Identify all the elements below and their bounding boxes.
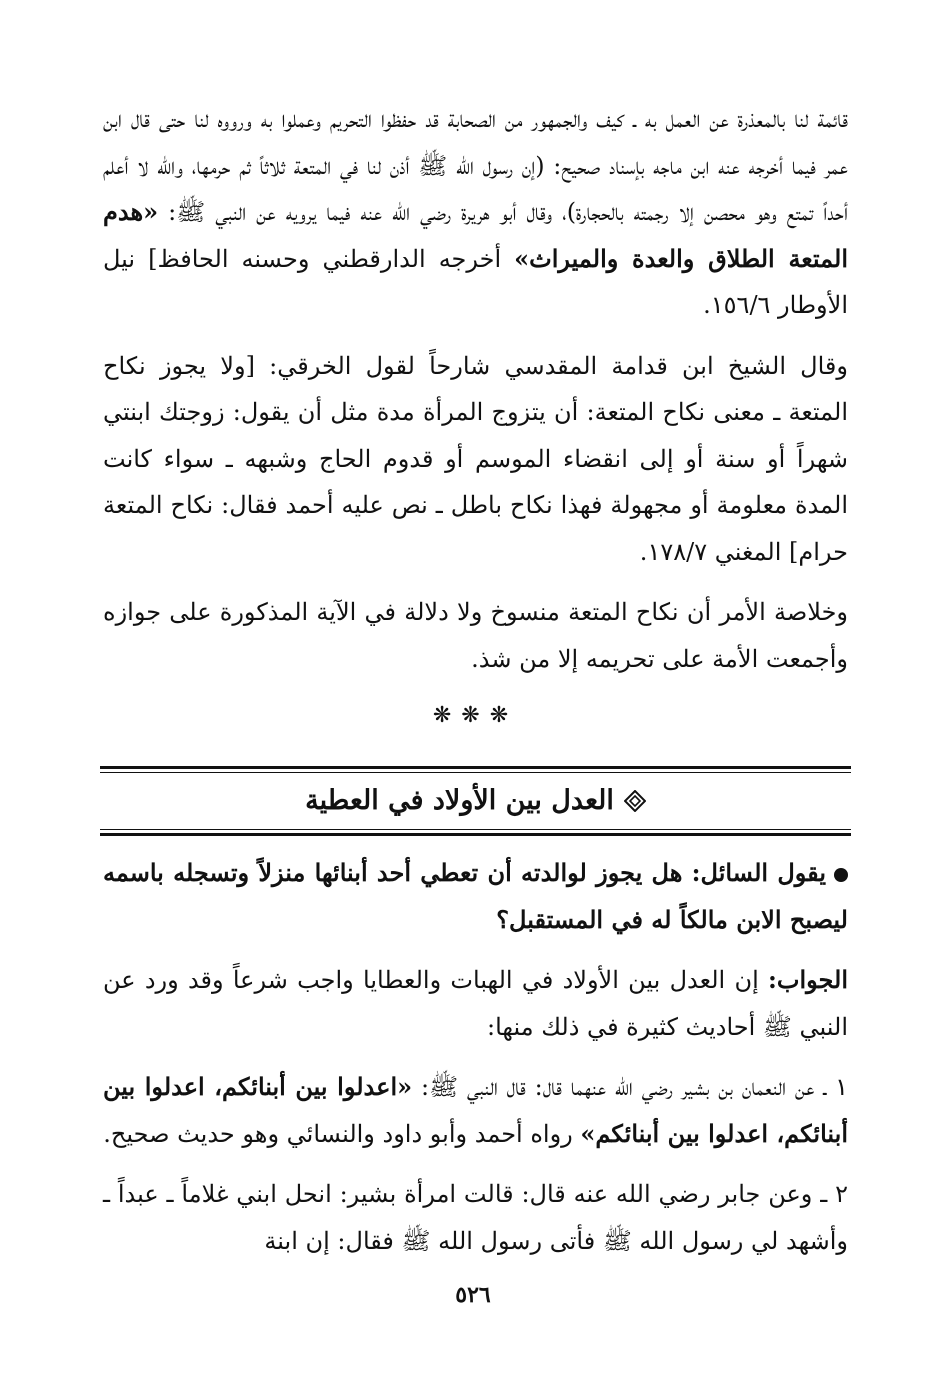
diamond-icon [624,790,646,812]
section-separator: ❋❋❋ [432,703,519,728]
paragraph-ibn-qudamah: وقال الشيخ ابن قدامة المقدسي شارحاً لقول الخرقي: [ولا يجوز نكاح المتعة ـ معنى نكاح المتعة: أن يتزوج المرأة مدة مثل أن يقول: زوجتك ابنتي شهراً أو سنة أو إلى انقضاء الموسم أو قدوم الحاج وشبهه ـ سواء كانت المدة معلومة أو مجهولة فهذا نكاح باطل ـ نص عليه أحمد فقال: نكاح المتعة حرام] المغني ١٧٨/٧. [103,351,848,566]
question-text: يقول السائل: هل يجوز لوالدته أن تعطي أحد أبنائها منزلاً وتسجله باسمه ليصبح الابن مالكاً له في المستقبل؟ [103,858,848,934]
bullet-icon [834,868,848,882]
answer-text: إن العدل بين الأولاد في الهبات والعطايا واجب شرعاً وقد ورد عن النبي ﷺ أحاديث كثيرة في ذلك منها: [103,966,848,1041]
section-title: العدل بين الأولاد في العطية [305,784,614,816]
paragraph-mutah-abrogation [103,96,848,329]
list-item-2: ٢ ـ وعن جابر رضي الله عنه قال: قالت امرأة بشير: انحل ابني غلاماً ـ عبداً ـ وأشهد لي رسول الله ﷺ فأتى رسول الله ﷺ فقال: إن ابنة [103,1180,848,1255]
header-rule-top [100,766,851,769]
item1-citation: رواه أحمد وأبو داود والنسائي وهو حديث صحيح. [103,1119,573,1148]
answer-paragraph [103,957,848,1050]
section-title-wrap [103,775,848,827]
answer-label: الجواب: [768,965,848,994]
page-body [103,96,848,1278]
paragraph-text: قائمة لنا بالمعذرة عن العمل به ـ كيف والجمهور من الصحابة قد حفظوا التحريم وعملوا به ورووه لنا حتى قال ابن عمر فيما أخرجه عنه ابن ماجه بإسناد صحيح: (إن رسول الله ﷺ أذن لنا في المتعة ثلاثاً ثم حرمها، والله لا أعلم أحداً تمتع وهو محصن إلا رجمته بالحجارة)، وقال أبو هريرة رضي الله عنه فيما يرويه عن النبي ﷺ: [103,105,848,226]
paragraph-conclusion: وخلاصة الأمر أن نكاح المتعة منسوخ ولا دلالة في الآية المذكورة على جوازه وأجمعت الأمة على تحريمه إلا من شذ. [103,598,848,673]
item1-hadith: «اعدلوا بين أبنائكم، اعدلوا بين أبنائكم، اعدلوا بين أبنائكم» [103,1072,848,1148]
item1-intro: ١ ـ عن النعمان بن بشير رضي الله عنهما قال: قال النبي ﷺ: [420,1073,848,1101]
header-rule-bottom [100,833,851,836]
hadith-quote: «هدم المتعة الطلاق والعدة والميراث» [103,197,848,273]
header-rule-bottom-thin [100,829,851,830]
section-header [103,766,848,836]
hadith-citation: أخرجه الدارقطني وحسنه الحافظ] نيل الأوطار ١٥٦/٦. [103,244,848,319]
page-number: ٥٢٦ [455,1282,491,1308]
question-paragraph [103,850,848,943]
header-rule-top-thin [100,772,851,773]
list-item-1 [103,1064,848,1157]
